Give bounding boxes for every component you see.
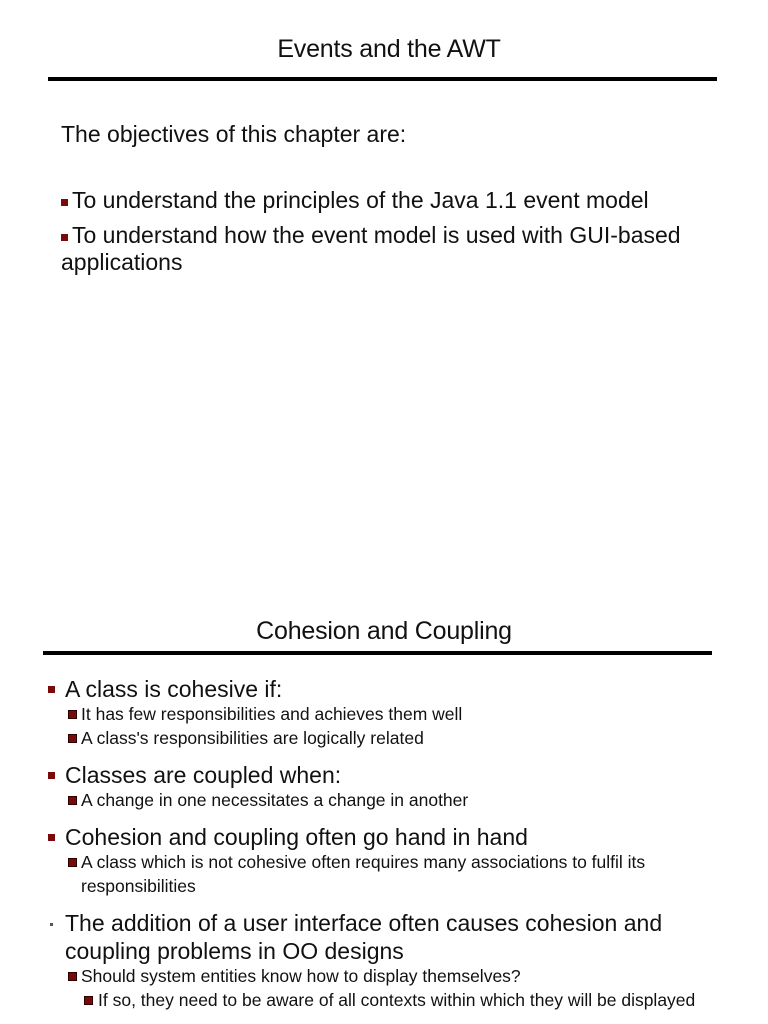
bullet-level2 bbox=[48, 703, 728, 727]
bullet-text: If so, they need to be aware of all contexts within which they will be displayed bbox=[98, 989, 696, 1010]
bullet-text: Should system entities know how to display themselves? bbox=[81, 966, 521, 986]
bullet-level1 bbox=[48, 761, 728, 789]
bullet-text: It has few responsibilities and achieves them well bbox=[81, 704, 463, 724]
objective-item bbox=[61, 187, 701, 214]
square-bullet-icon bbox=[61, 234, 68, 241]
bullet-text: A class which is not cohesive often requires many associations to fulfil its responsibilities bbox=[81, 852, 646, 896]
square-bullet-icon bbox=[68, 734, 77, 743]
bullet-group bbox=[48, 823, 728, 898]
bullet-text: Classes are coupled when: bbox=[65, 762, 342, 788]
bullet-group bbox=[48, 761, 728, 813]
bullet-level2 bbox=[48, 851, 728, 898]
bullet-level2 bbox=[48, 727, 728, 751]
square-bullet-icon bbox=[48, 686, 55, 693]
bullet-level1 bbox=[48, 675, 728, 703]
bullet-text: Cohesion and coupling often go hand in hand bbox=[65, 824, 528, 850]
bullet-level1 bbox=[48, 823, 728, 851]
square-bullet-icon bbox=[68, 796, 77, 805]
bullet-text: A change in one necessitates a change in another bbox=[81, 790, 469, 810]
square-bullet-icon bbox=[48, 772, 55, 779]
square-bullet-icon bbox=[68, 858, 77, 867]
slide-title: Events and the AWT bbox=[277, 35, 501, 63]
bullet-level2 bbox=[48, 789, 728, 813]
bullet-level3 bbox=[48, 989, 728, 1013]
bullet-text: A class's responsibilities are logically related bbox=[81, 727, 424, 748]
bullet-level2 bbox=[48, 965, 728, 989]
slide-cohesion-coupling bbox=[0, 590, 768, 1024]
objectives-heading: The objectives of this chapter are: bbox=[61, 121, 407, 147]
dot-bullet-icon bbox=[50, 923, 53, 926]
square-bullet-icon bbox=[68, 972, 77, 981]
objective-text: To understand how the event model is used with GUI-based applications bbox=[61, 222, 681, 275]
square-bullet-icon bbox=[84, 996, 93, 1005]
slide-title: Cohesion and Coupling bbox=[256, 617, 512, 645]
bullet-text: A class is cohesive if: bbox=[65, 676, 283, 702]
square-bullet-icon bbox=[68, 710, 77, 719]
bullet-group bbox=[48, 909, 728, 1012]
square-bullet-icon bbox=[61, 199, 68, 206]
objective-item bbox=[61, 222, 701, 276]
bullet-group bbox=[48, 675, 728, 750]
bullet-level1 bbox=[48, 909, 728, 965]
objective-text: To understand the principles of the Java 1.1 event model bbox=[72, 187, 649, 213]
bullet-text: The addition of a user interface often causes cohesion and coupling problems in OO designs bbox=[65, 910, 663, 964]
title-divider bbox=[48, 77, 717, 81]
square-bullet-icon bbox=[48, 834, 55, 841]
title-divider bbox=[43, 651, 712, 655]
